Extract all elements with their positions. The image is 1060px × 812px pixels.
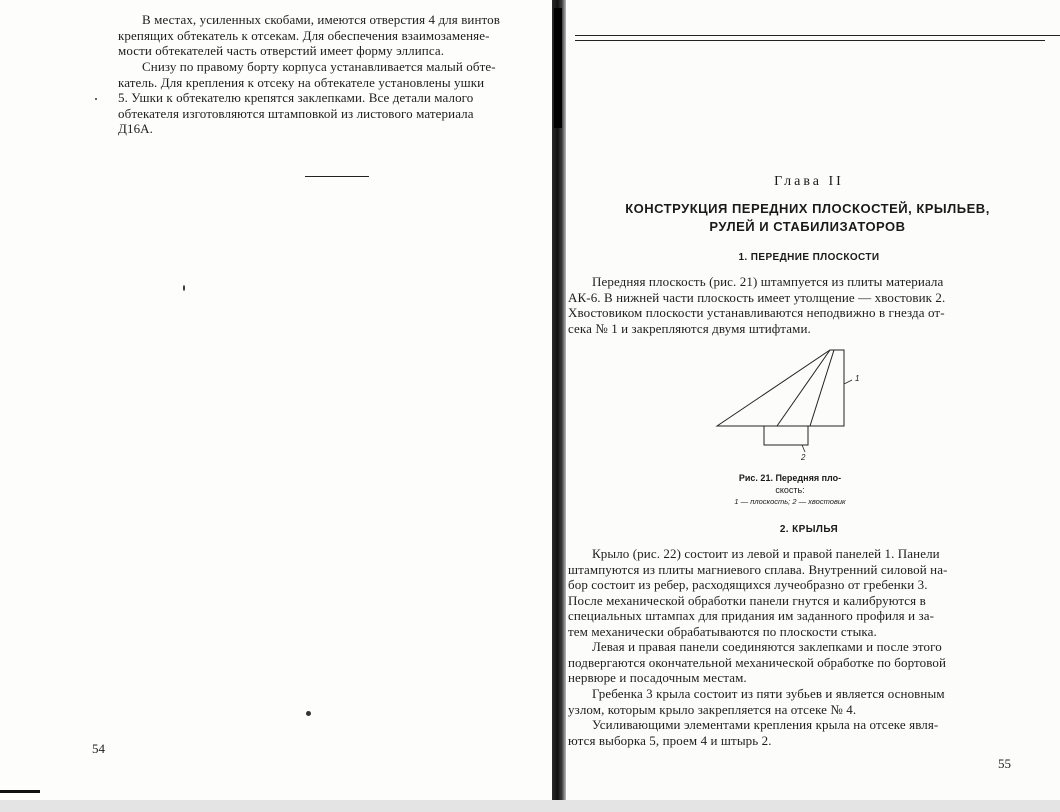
section2-paragraph-2 <box>568 639 1014 686</box>
text-line: подвергаются окончательной механической обработке по бортовой <box>568 654 947 670</box>
fin-outline <box>717 350 844 426</box>
text-line: После механической обработки панели гнутся и калибруются в <box>568 592 926 608</box>
text-line: В местах, усиленных скобами, имеются отверстия 4 для винтов <box>142 12 500 27</box>
chapter-number: Глава II <box>774 174 844 189</box>
text-line: 5. Ушки к обтекателю крепятся заклепками. Все детали малого <box>118 90 474 105</box>
leader-line-2 <box>802 445 805 452</box>
print-speck <box>95 98 97 100</box>
scan-bottom-edge <box>0 800 1060 812</box>
text-line: узлом, которым крыло закрепляется на отсеке № 4. <box>568 701 857 717</box>
book-spine-top <box>554 8 562 128</box>
text-line: Крыло (рис. 22) состоит из левой и правой панелей 1. Панели <box>592 546 940 561</box>
caption-title: Рис. 21. Передняя пло- <box>738 473 842 483</box>
chapter-title <box>580 200 1035 236</box>
header-rule-2 <box>575 40 1045 41</box>
section2-paragraph-1 <box>568 546 1014 639</box>
figure-caption <box>700 472 880 508</box>
header-rule <box>575 35 1060 36</box>
scan-artifact <box>0 790 40 793</box>
print-speck <box>183 285 185 291</box>
figure-label-2: 2 <box>801 453 806 462</box>
print-speck <box>306 711 311 716</box>
section2-paragraph-3 <box>568 686 1014 717</box>
section-end-rule <box>305 176 369 177</box>
text-line: тем механически обрабатываются по плоскости стыка. <box>568 623 877 639</box>
text-line: штампуются из плиты магниевого сплава. Внутренний силовой на- <box>568 561 948 577</box>
section2-paragraph-4 <box>568 717 1014 748</box>
text-line: катель. Для крепления к отсеку на обтекателе установлены ушки <box>118 74 485 90</box>
figure-21-drawing <box>700 342 870 467</box>
text-line: нервюре и посадочным местам. <box>568 670 747 685</box>
text-line: ются выборка 5, проем 4 и штырь 2. <box>568 732 772 748</box>
shank <box>764 426 808 445</box>
text-line: Д16А. <box>118 121 154 136</box>
caption-title-cont: скость: <box>775 485 805 495</box>
text-line: крепящих обтекатель к отсекам. Для обеспечения взаимозаменяе- <box>118 27 490 43</box>
text-line: Хвостовиком плоскости устанавливаются неподвижно в гнезда от- <box>568 305 945 320</box>
leader-line-1 <box>844 380 852 384</box>
caption-legend: 1 — плоскость; 2 — хвостовик <box>734 497 846 506</box>
page-number-left: 54 <box>92 741 105 756</box>
text-line: бор состоит из ребер, расходящихся лучеобразно от гребенки 3. <box>568 577 928 592</box>
figure-label-1: 1 <box>855 374 860 383</box>
text-line: Гребенка 3 крыла состоит из пяти зубьев и является основным <box>592 686 945 701</box>
text-line: обтекателя изготовляются штамповкой из листового материала <box>118 105 474 121</box>
left-paragraph-1 <box>118 12 556 59</box>
text-line: Передняя плоскость (рис. 21) штампуется из плиты материала <box>592 274 944 289</box>
left-paragraph-2 <box>118 59 556 137</box>
text-line: Левая и правая панели соединяются заклепками и после этого <box>592 639 942 654</box>
chapter-title-line: КОНСТРУКЦИЯ ПЕРЕДНИХ ПЛОСКОСТЕЙ, КРЫЛЬЕВ, <box>625 201 990 216</box>
text-line: Снизу по правому борту корпуса устанавливается малый обте- <box>142 59 496 74</box>
text-line: Усиливающими элементами крепления крыла на отсеке явля- <box>592 717 939 732</box>
text-line: АК-6. В нижней части плоскость имеет утолщение — хвостовик 2. <box>568 289 946 305</box>
text-line: специальных штампах для придания им заданного профиля и за- <box>568 608 935 623</box>
section-heading-1: 1. ПЕРЕДНИЕ ПЛОСКОСТИ <box>738 252 880 263</box>
text-line: мости обтекателей часть отверстий имеет форму эллипса. <box>118 43 445 58</box>
text-line: сека № 1 и закрепляются двумя штифтами. <box>568 320 811 336</box>
page-number-right: 55 <box>998 756 1011 771</box>
chapter-title-line: РУЛЕЙ И СТАБИЛИЗАТОРОВ <box>709 219 906 234</box>
section-heading-2: 2. КРЫЛЬЯ <box>779 524 839 535</box>
section1-paragraph <box>568 274 1014 336</box>
